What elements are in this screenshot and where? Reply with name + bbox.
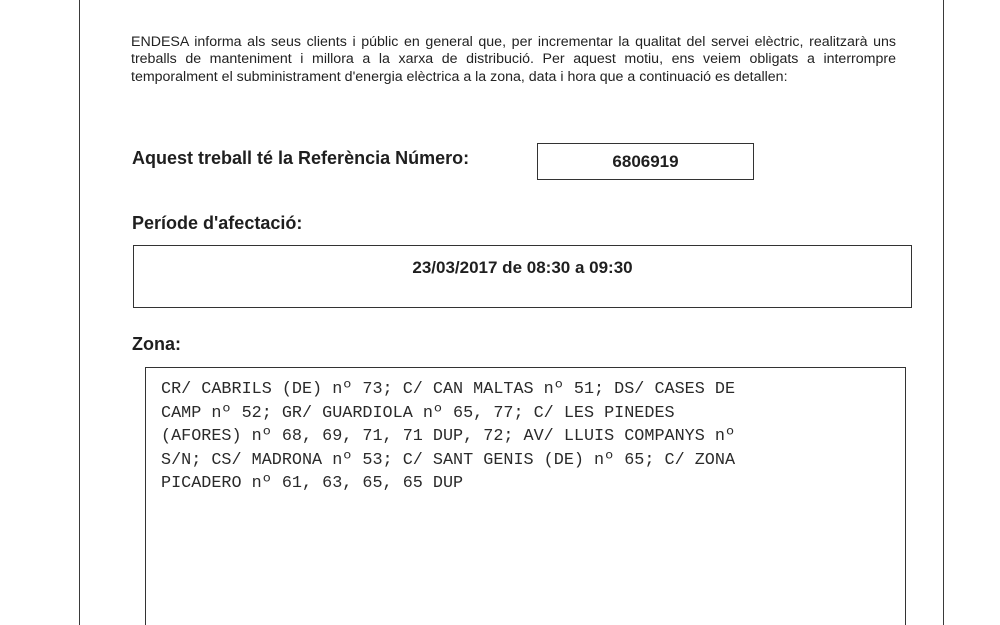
period-box xyxy=(133,245,912,308)
zone-box xyxy=(145,367,906,625)
reference-number-box xyxy=(537,143,754,180)
intro-paragraph: ENDESA informa als seus clients i públic en general que, per incrementar la qualitat del servei elèctric, realitzarà uns treballs de manteniment i millora a la xarxa de distribució. Per aquest motiu, ens veiem obligats a interrompre temporalment el subministrament d'energia elèctrica a la zona, data i hora que a continuació es detallen: xyxy=(131,34,896,85)
period-value: 23/03/2017 de 08:30 a 09:30 xyxy=(412,258,633,277)
reference-number: 6806919 xyxy=(612,151,679,171)
zone-label: Zona: xyxy=(132,334,181,354)
zone-addresses: CR/ CABRILS (DE) nº 73; C/ CAN MALTAS nº 51; DS/ CASES DE CAMP nº 52; GR/ GUARDIOLA nº 65, 77; C/ LES PINEDES (AFORES) nº 68, 69, 71, 71 DUP, 72; AV/ LLUIS COMPANYS nº S/N; CS/ MADRONA nº 53; C/ SANT GENIS (DE) nº 65; C/ ZONA PICADERO nº 61, 63, 65, 65 DUP xyxy=(161,380,736,493)
reference-label: Aquest treball té la Referència Número: xyxy=(132,148,470,168)
period-label: Període d'afectació: xyxy=(132,213,303,233)
